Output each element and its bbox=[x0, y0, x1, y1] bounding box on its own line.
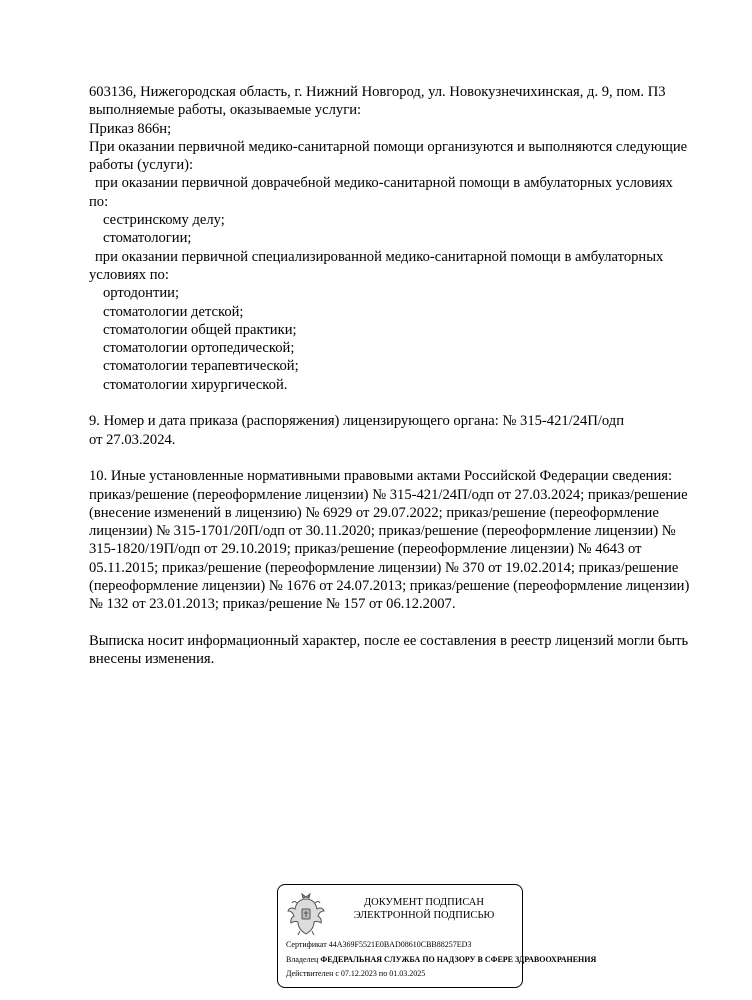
list-item: стоматологии ортопедической; bbox=[103, 340, 295, 357]
list-item: стоматологии хирургической. bbox=[103, 376, 288, 393]
validity-text: Действителен с 07.12.2023 по 01.03.2025 bbox=[286, 969, 426, 978]
other-information-section bbox=[89, 467, 719, 613]
list-item: стоматологии; bbox=[103, 230, 192, 247]
text-line: (переоформление лицензии) № 1676 от 24.07.2013; приказ/решение (переоформление лицензии) bbox=[89, 578, 690, 595]
list-item: стоматологии детской; bbox=[103, 303, 244, 320]
coat-of-arms-icon bbox=[286, 891, 326, 937]
owner-value: ФЕДЕРАЛЬНАЯ СЛУЖБА ПО НАДЗОРУ В СФЕРЕ ЗДРАВООХРАНЕНИЯ bbox=[320, 955, 597, 964]
address-and-services-section bbox=[89, 83, 719, 394]
text-line: внесены изменения. bbox=[89, 651, 215, 668]
stamp-title-line: ДОКУМЕНТ ПОДПИСАН bbox=[364, 897, 484, 908]
text-line: 05.11.2015; приказ/решение (переоформление лицензии) № 370 от 19.02.2014; приказ/решение bbox=[89, 559, 679, 576]
certificate-value: 44A369F5521E0BAD08610CBB88257ED3 bbox=[328, 940, 472, 949]
text-line: лицензии) № 315-1701/20П/одп от 30.11.2020; приказ/решение (переоформление лицензии) № bbox=[89, 523, 676, 540]
text-line: работы (услуги): bbox=[89, 157, 194, 174]
text-line: (внесение изменений в лицензию) № 6929 от 29.07.2022; приказ/решение (переоформление bbox=[89, 504, 659, 521]
validity-row bbox=[286, 969, 425, 979]
list-item: ортодонтии; bbox=[103, 285, 180, 302]
text-line: № 132 от 23.01.2013; приказ/решение № 157 от 06.12.2007. bbox=[89, 596, 456, 613]
address-line: 603136, Нижегородская область, г. Нижний Новгород, ул. Новокузнечихинская, д. 9, пом. П3 bbox=[89, 84, 666, 100]
certificate-label: Сертификат bbox=[286, 940, 327, 949]
document-body bbox=[89, 83, 719, 669]
owner-row bbox=[286, 955, 596, 965]
owner-label: Владелец bbox=[286, 955, 319, 964]
certificate-row bbox=[286, 940, 471, 950]
list-item: сестринскому делу; bbox=[103, 212, 225, 229]
text-line: при оказании первичной специализированной медико-санитарной помощи в амбулаторных bbox=[95, 248, 664, 265]
text-line: приказ/решение (переоформление лицензии) № 315-421/24П/одп от 27.03.2024; приказ/решение bbox=[89, 486, 688, 503]
text-line: Выписка носит информационный характер, после ее составления в реестр лицензий могли быть bbox=[89, 632, 689, 649]
list-item: стоматологии общей практики; bbox=[103, 321, 297, 338]
list-item: стоматологии терапевтической; bbox=[103, 358, 299, 375]
text-line: от 27.03.2024. bbox=[89, 431, 176, 448]
stamp-title bbox=[334, 896, 514, 922]
order-number-section bbox=[89, 412, 719, 449]
stamp-title-line: ЭЛЕКТРОННОЙ ПОДПИСЬЮ bbox=[353, 910, 495, 921]
disclaimer-section bbox=[89, 632, 719, 669]
text-line: условиях по: bbox=[89, 266, 169, 283]
text-line: по: bbox=[89, 193, 109, 210]
text-line: При оказании первичной медико-санитарной помощи организуются и выполняются следующие bbox=[89, 138, 688, 155]
text-line: Приказ 866н; bbox=[89, 120, 172, 137]
text-line: 9. Номер и дата приказа (распоряжения) лицензирующего органа: № 315-421/24П/одп bbox=[89, 413, 625, 430]
text-line: 10. Иные установленные нормативными правовыми актами Российской Федерации сведения: bbox=[89, 468, 673, 485]
electronic-signature-stamp bbox=[277, 884, 597, 988]
text-line: 315-1820/19П/одп от 29.10.2019; приказ/решение (переоформление лицензии) № 4643 от bbox=[89, 541, 642, 558]
text-line: при оказании первичной доврачебной медико-санитарной помощи в амбулаторных условиях bbox=[95, 175, 673, 192]
text-line: выполняемые работы, оказываемые услуги: bbox=[89, 102, 362, 119]
